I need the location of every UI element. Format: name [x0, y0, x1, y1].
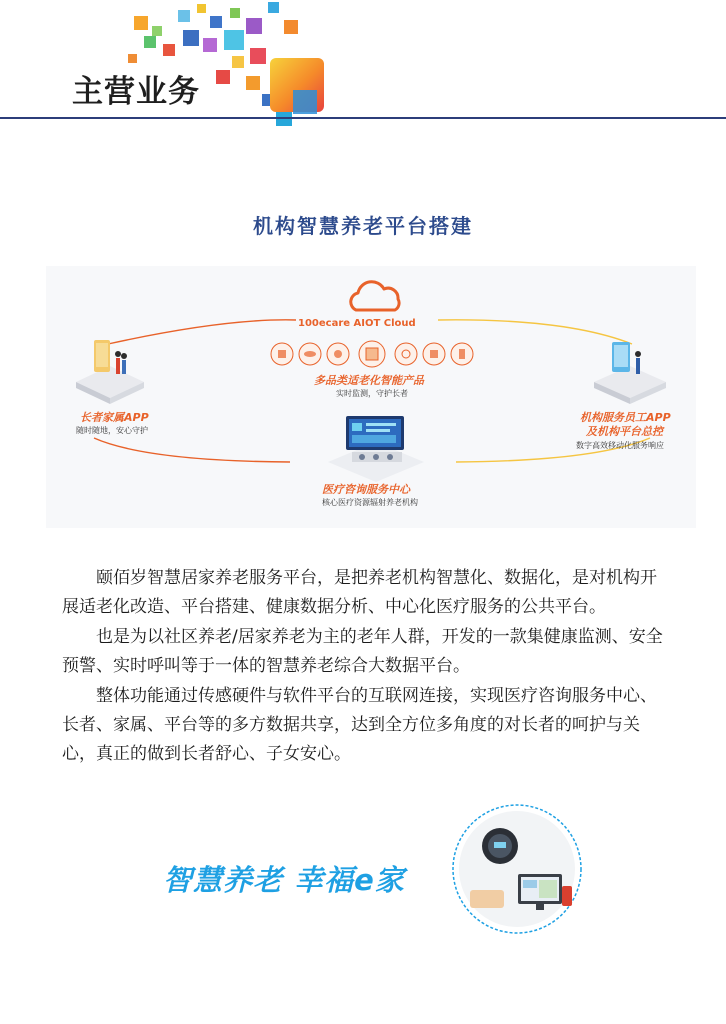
connector-right-top: [438, 320, 632, 344]
staff-app-title-line1: 机构服务员工APP: [580, 411, 671, 424]
cloud-label: 100ecare AIOT Cloud: [298, 318, 416, 329]
paragraph: 颐佰岁智慧居家养老服务平台，是把养老机构智慧化、数据化，是对机构开展适老化改造、平台搭建、健康数据分析、中心化医疗服务的公共平台。: [62, 568, 657, 617]
medical-center-subtitle: 核心医疗资源辐射养老机构: [322, 498, 418, 507]
hand: [470, 890, 504, 908]
connector-left-bottom: [94, 438, 290, 462]
paragraph: 整体功能通过传感硬件与软件平台的互联网连接，实现医疗咨询服务中心、长者、家属、平台等的多方数据共享，达到全方位多角度的对长者的呵护与关心，真正的做到长者舒心、子女安心。: [62, 686, 657, 764]
staff-app-illustration: [594, 342, 666, 404]
products-subtitle: 实时监测，守护长者: [336, 389, 408, 398]
staff-app-subtitle: 数字高效移动化服务响应: [576, 441, 664, 450]
paragraph: 也是为以社区养老/居家养老为主的老年人群，开发的一款集健康监测、安全预警、实时呼叫等于一体的智慧养老综合大数据平台。: [62, 627, 663, 676]
page-title: 主营业务: [72, 74, 200, 110]
product-icons: [271, 341, 473, 367]
platform-diagram: [46, 266, 696, 528]
body-text: [62, 564, 672, 770]
medical-center-illustration: [328, 416, 424, 482]
products-title: 多品类适老化智能产品: [314, 374, 424, 387]
header-divider: [0, 117, 726, 119]
family-app-subtitle: 随时随地，安心守护: [76, 426, 148, 435]
connector-left-top: [108, 320, 296, 344]
page-header: [0, 0, 726, 125]
product-photo: [450, 802, 584, 936]
family-app-illustration: [76, 340, 144, 404]
family-app-title: 长者家属APP: [80, 411, 149, 424]
slogan: 智慧养老 幸福e家: [163, 863, 405, 897]
medical-center-title: 医疗咨询服务中心: [322, 483, 410, 496]
cloud-icon: [351, 282, 399, 310]
staff-app-title-line2: 及机构平台总控: [586, 425, 663, 438]
section-title: 机构智慧养老平台搭建: [253, 214, 473, 238]
